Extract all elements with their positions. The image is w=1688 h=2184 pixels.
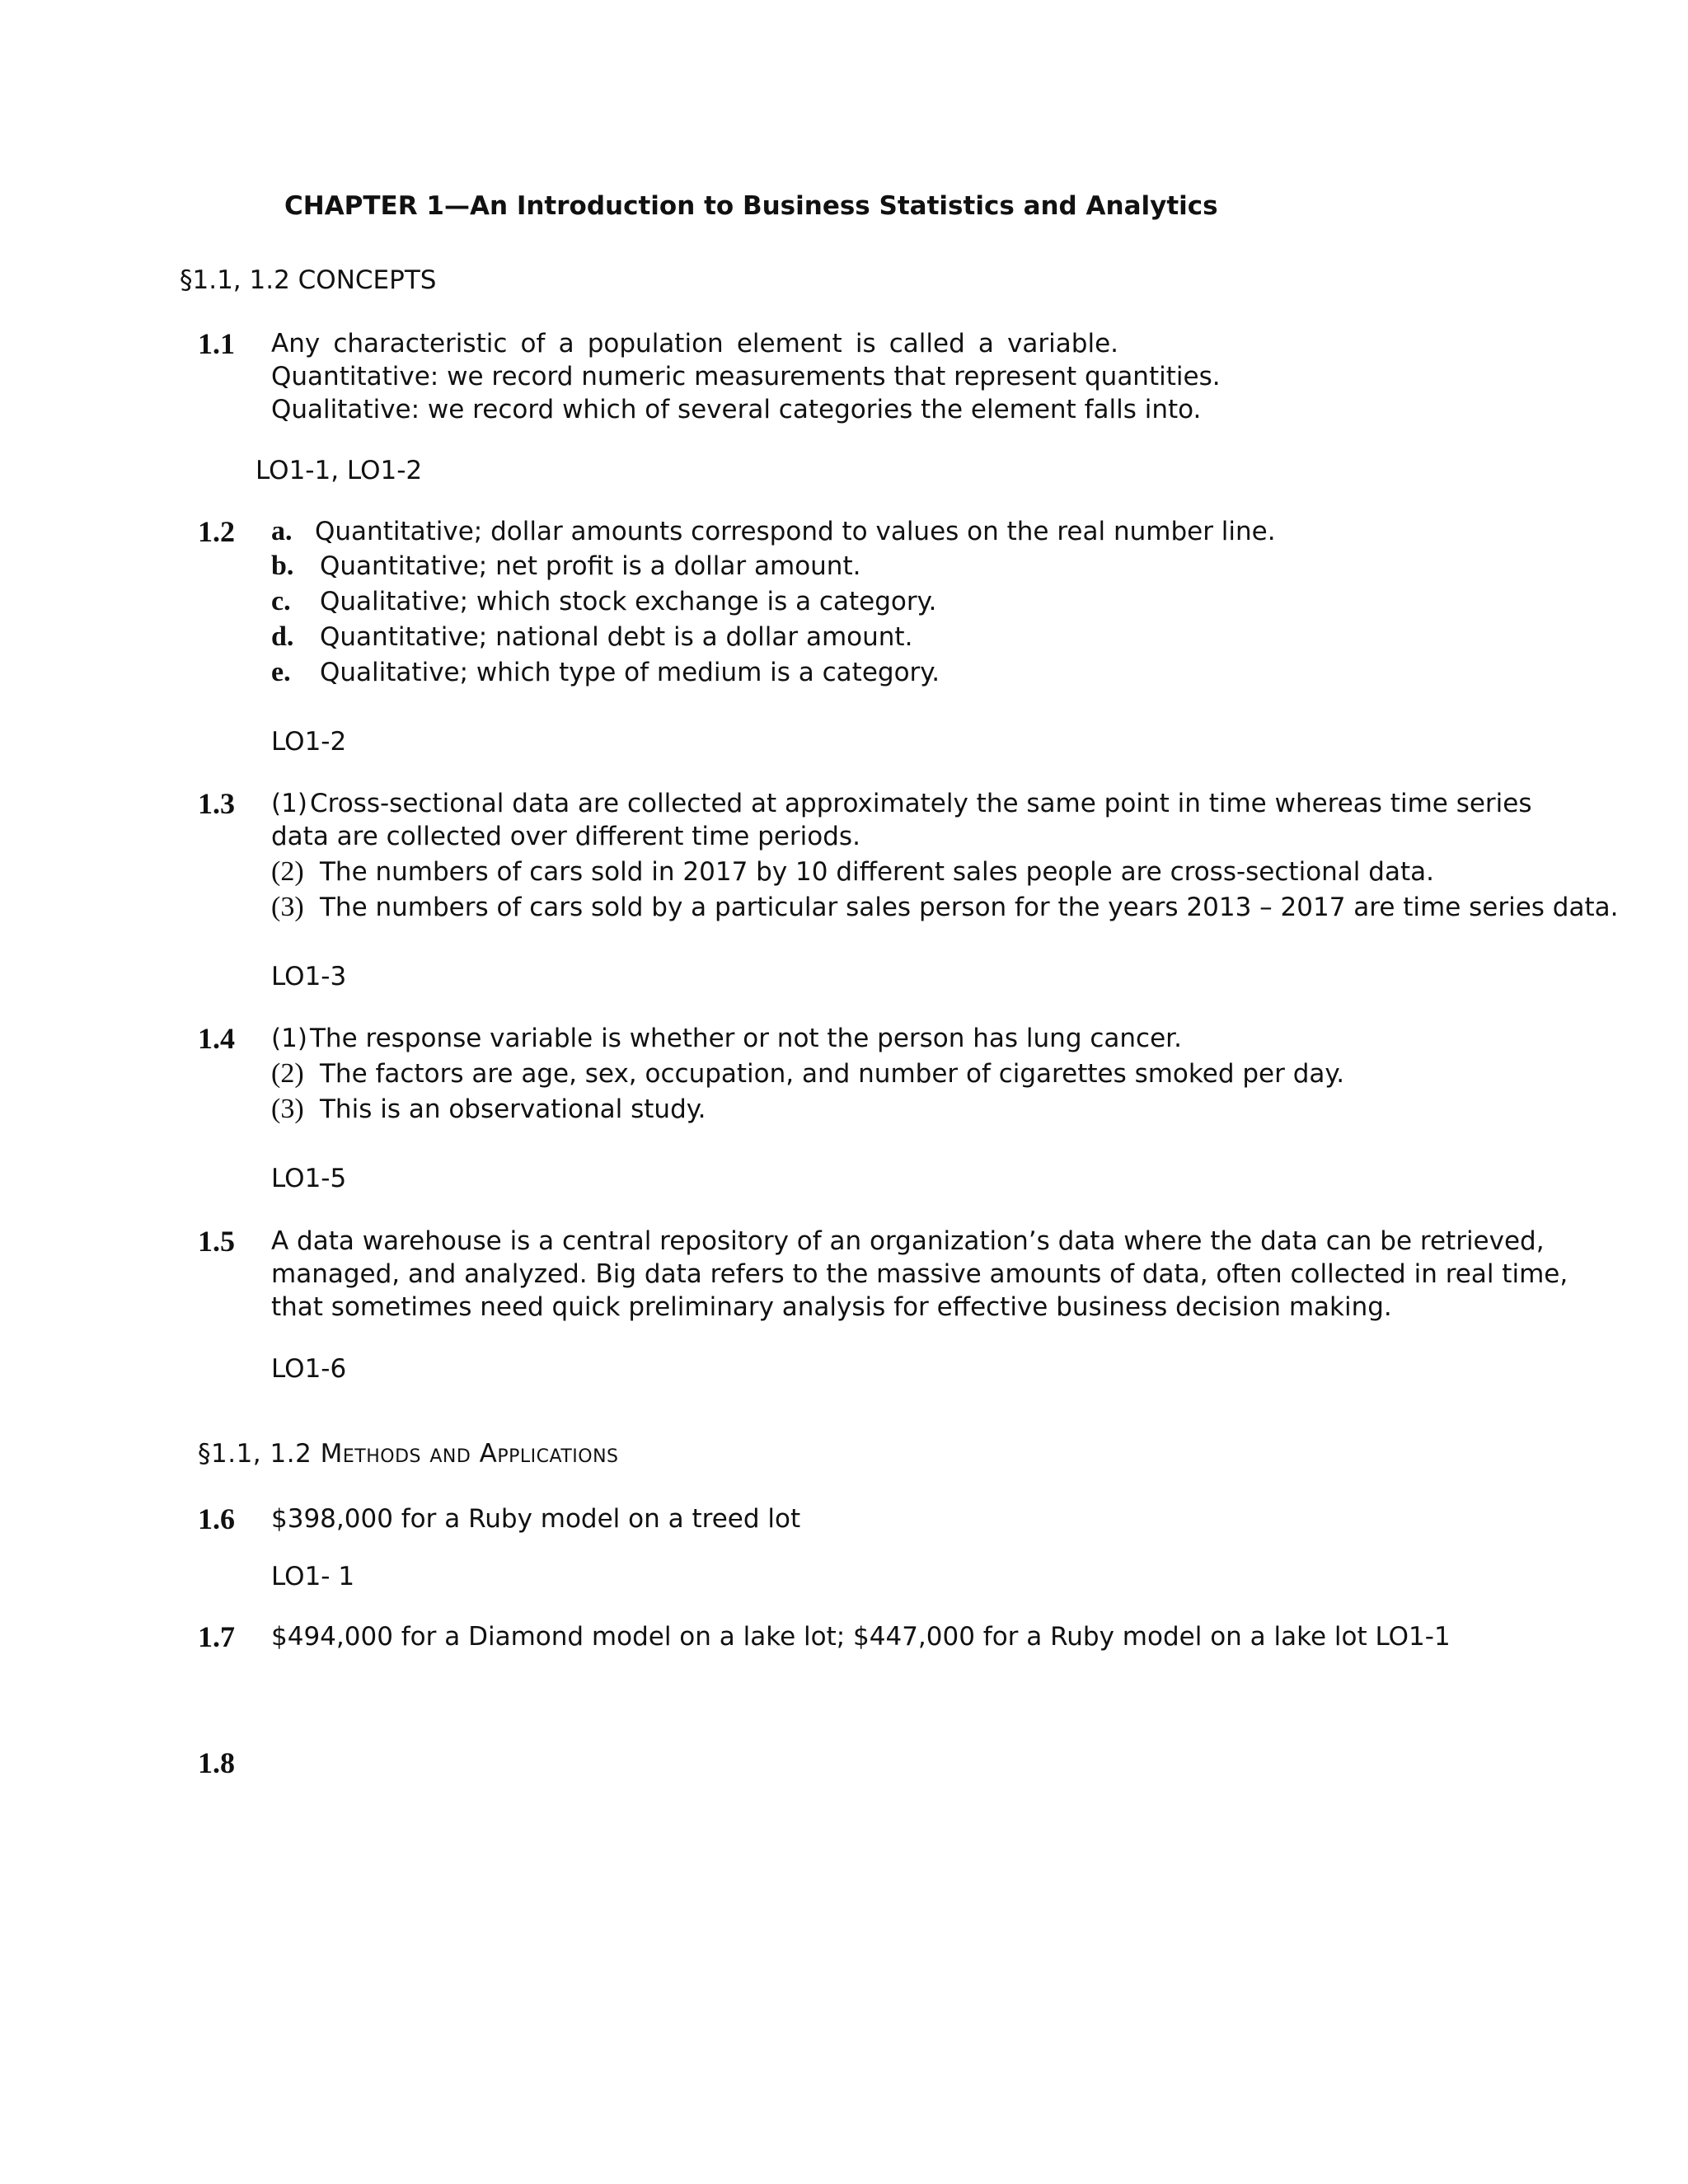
item-text: This is an observational study. [320,1094,706,1124]
answer-line: managed, and analyzed. Big data refers to the massive amounts of data, often collected in real time, [271,1259,1568,1289]
answer-text: $494,000 for a Diamond model on a lake lot; $447,000 for a Ruby model on a lake lot LO1-1 [271,1622,1451,1652]
item-text: Quantitative; national debt is a dollar amount. [320,622,913,652]
answer-line: A data warehouse is a central repository of an organization’s data where the data can be retrieved, [271,1226,1545,1256]
list-item [271,656,940,689]
list-item [271,621,912,654]
item-label: e. [271,657,291,687]
answer-line: that sometimes need quick preliminary analysis for effective business decision making. [271,1292,1392,1322]
list-item [271,1093,706,1126]
item-text: The numbers of cars sold by a particular sales person for the years 2013 – 2017 are time series data. [320,893,1619,922]
list-item [271,855,1434,888]
item-label: (3) [271,1094,304,1124]
learning-objective: LO1-5 [271,1164,347,1193]
list-item [271,1022,1182,1055]
item-label: b. [271,551,294,581]
answer-line: Quantitative: we record numeric measurements that represent quantities. [271,362,1221,391]
answer-number: 1.6 [198,1502,235,1535]
section-heading-methods: §1.1, 1.2 Methods and Applications [198,1439,619,1469]
section-heading-concepts: §1.1, 1.2 CONCEPTS [180,265,437,295]
item-text: Cross-sectional data are collected at approximately the same point in time whereas time series [310,789,1532,818]
answer-line: Any characteristic of a population element is called a variable. [271,329,1118,359]
chapter-title: CHAPTER 1—An Introduction to Business Statistics and Analytics [284,191,1218,221]
answer-number: 1.2 [198,515,235,548]
item-continuation: data are collected over different time periods. [271,822,860,851]
answer-line: Qualitative: we record which of several categories the element falls into. [271,395,1202,424]
item-text: Quantitative; dollar amounts correspond to values on the real number line. [315,517,1276,546]
answer-number: 1.4 [198,1022,235,1055]
item-text: Qualitative; which stock exchange is a category. [320,587,937,616]
item-label: a. [271,516,293,546]
item-label: (3) [271,892,304,922]
learning-objective: LO1- 1 [271,1562,355,1591]
item-text: Quantitative; net profit is a dollar amount. [320,551,861,581]
learning-objective: LO1-2 [271,727,347,757]
list-item [271,1057,1344,1090]
answer-number: 1.8 [198,1746,235,1779]
item-text: The response variable is whether or not the person has lung cancer. [310,1024,1182,1053]
item-label: c. [271,586,291,616]
learning-objective: LO1-1, LO1-2 [256,456,423,485]
item-label: (2) [271,856,304,887]
item-label: (1) [271,1024,307,1053]
list-item [271,550,860,583]
learning-objective: LO1-3 [271,962,347,991]
list-item [271,891,1619,924]
item-label: (1) [271,789,307,818]
answer-number: 1.1 [198,327,235,360]
list-item [271,787,1532,820]
list-item [271,515,1276,548]
answer-number: 1.7 [198,1620,235,1653]
learning-objective: LO1-6 [271,1354,347,1384]
item-text: The factors are age, sex, occupation, and number of cigarettes smoked per day. [320,1059,1345,1089]
answer-number: 1.5 [198,1225,235,1258]
list-item [271,585,936,618]
item-text: The numbers of cars sold in 2017 by 10 different sales people are cross-sectional data. [320,857,1434,887]
item-label: (2) [271,1058,304,1089]
answer-number: 1.3 [198,787,235,820]
item-label: d. [271,621,294,652]
item-text: Qualitative; which type of medium is a category. [320,658,940,687]
answer-text: $398,000 for a Ruby model on a treed lot [271,1504,801,1534]
